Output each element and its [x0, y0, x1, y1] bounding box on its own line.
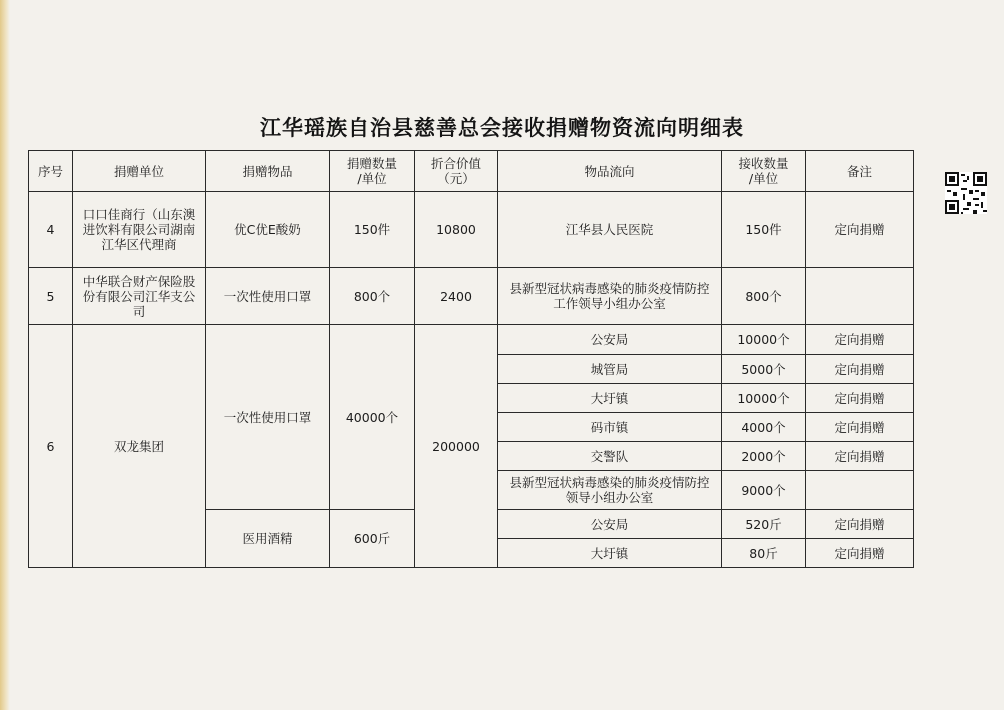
row6-destination: 大圩镇 — [498, 539, 722, 568]
row5-value: 2400 — [415, 268, 498, 325]
table-row — [29, 268, 914, 325]
row6-destination: 城管局 — [498, 355, 722, 384]
row5-destination-line1: 县新型冠状病毒感染的肺炎疫情防控 — [509, 281, 710, 296]
row6-note: 定向捐赠 — [806, 384, 914, 413]
row6-alcohol-qty: 600斤 — [330, 510, 415, 568]
table-header-row — [29, 151, 914, 192]
row6-note: 定向捐赠 — [806, 355, 914, 384]
row6-received: 5000个 — [722, 355, 806, 384]
row6-received: 10000个 — [722, 384, 806, 413]
row6-received: 2000个 — [722, 442, 806, 471]
row6-note: 定向捐赠 — [806, 442, 914, 471]
header-item: 捐赠物品 — [206, 151, 330, 192]
row6-note: 定向捐赠 — [806, 325, 914, 355]
row6-alcohol-item: 医用酒精 — [206, 510, 330, 568]
header-received — [722, 151, 806, 192]
row6-destination-line2: 领导小组办公室 — [565, 490, 654, 505]
row6-destination: 交警队 — [498, 442, 722, 471]
row5-destination — [498, 268, 722, 325]
row5-received: 800个 — [722, 268, 806, 325]
row4-destination: 江华县人民医院 — [498, 192, 722, 268]
row6-destination: 公安局 — [498, 510, 722, 539]
row6-masks-qty: 40000个 — [330, 325, 415, 510]
header-qty-line1: 捐赠数量 — [346, 156, 397, 171]
row6-received: 10000个 — [722, 325, 806, 355]
row6-seq: 6 — [29, 325, 73, 568]
header-qty-line2: /单位 — [357, 171, 387, 186]
header-note: 备注 — [806, 151, 914, 192]
row4-value: 10800 — [415, 192, 498, 268]
header-value — [415, 151, 498, 192]
row6-destination: 公安局 — [498, 325, 722, 355]
row6-received: 9000个 — [722, 471, 806, 510]
row4-donor-line3: 江华区代理商 — [101, 237, 177, 252]
row6-destination: 码市镇 — [498, 413, 722, 442]
row4-received: 150件 — [722, 192, 806, 268]
row6-note: 定向捐赠 — [806, 413, 914, 442]
row6-destination-line1: 县新型冠状病毒感染的肺炎疫情防控 — [509, 475, 710, 490]
page-edge — [0, 0, 10, 710]
header-received-line1: 接收数量 — [738, 156, 789, 171]
row6-note: 定向捐赠 — [806, 539, 914, 568]
row5-donor-line1: 中华联合财产保险股 — [82, 273, 196, 289]
header-seq: 序号 — [29, 151, 73, 192]
row6-note: 定向捐赠 — [806, 510, 914, 539]
row5-note — [806, 268, 914, 325]
row5-qty: 800个 — [330, 268, 415, 325]
qr-code-icon — [945, 172, 987, 214]
row6-note — [806, 471, 914, 510]
row4-seq: 4 — [29, 192, 73, 268]
row4-donor-line1: 口口佳商行（山东澳 — [82, 207, 196, 222]
header-value-line1: 折合价值 — [430, 156, 481, 171]
row6-value: 200000 — [415, 325, 498, 568]
header-qty — [330, 151, 415, 192]
row6-received: 520斤 — [722, 510, 806, 539]
donation-table — [28, 150, 914, 568]
row5-item: 一次性使用口罩 — [206, 268, 330, 325]
row4-note: 定向捐赠 — [806, 192, 914, 268]
header-donor: 捐赠单位 — [73, 151, 206, 192]
row6-received: 80斤 — [722, 539, 806, 568]
row5-donor — [73, 268, 206, 325]
row4-donor-line2: 进饮料有限公司湖南 — [82, 222, 196, 237]
table-row — [29, 192, 914, 268]
row4-donor — [73, 192, 206, 268]
row6-masks-item: 一次性使用口罩 — [206, 325, 330, 510]
row6-destination — [498, 471, 722, 510]
row6-donor: 双龙集团 — [73, 325, 206, 568]
row4-qty: 150件 — [330, 192, 415, 268]
document-title: 江华瑶族自治县慈善总会接收捐赠物资流向明细表 — [260, 115, 744, 140]
row4-item: 优C优E酸奶 — [206, 192, 330, 268]
row5-donor-line2: 份有限公司江华支公 — [82, 288, 196, 304]
row5-seq: 5 — [29, 268, 73, 325]
row6-received: 4000个 — [722, 413, 806, 442]
row5-donor-line3: 司 — [132, 303, 146, 319]
header-destination: 物品流向 — [498, 151, 722, 192]
header-value-line2: （元） — [437, 171, 475, 186]
table-row — [29, 325, 914, 355]
header-received-line2: /单位 — [748, 171, 779, 186]
row5-destination-line2: 工作领导小组办公室 — [553, 296, 666, 311]
row6-destination: 大圩镇 — [498, 384, 722, 413]
